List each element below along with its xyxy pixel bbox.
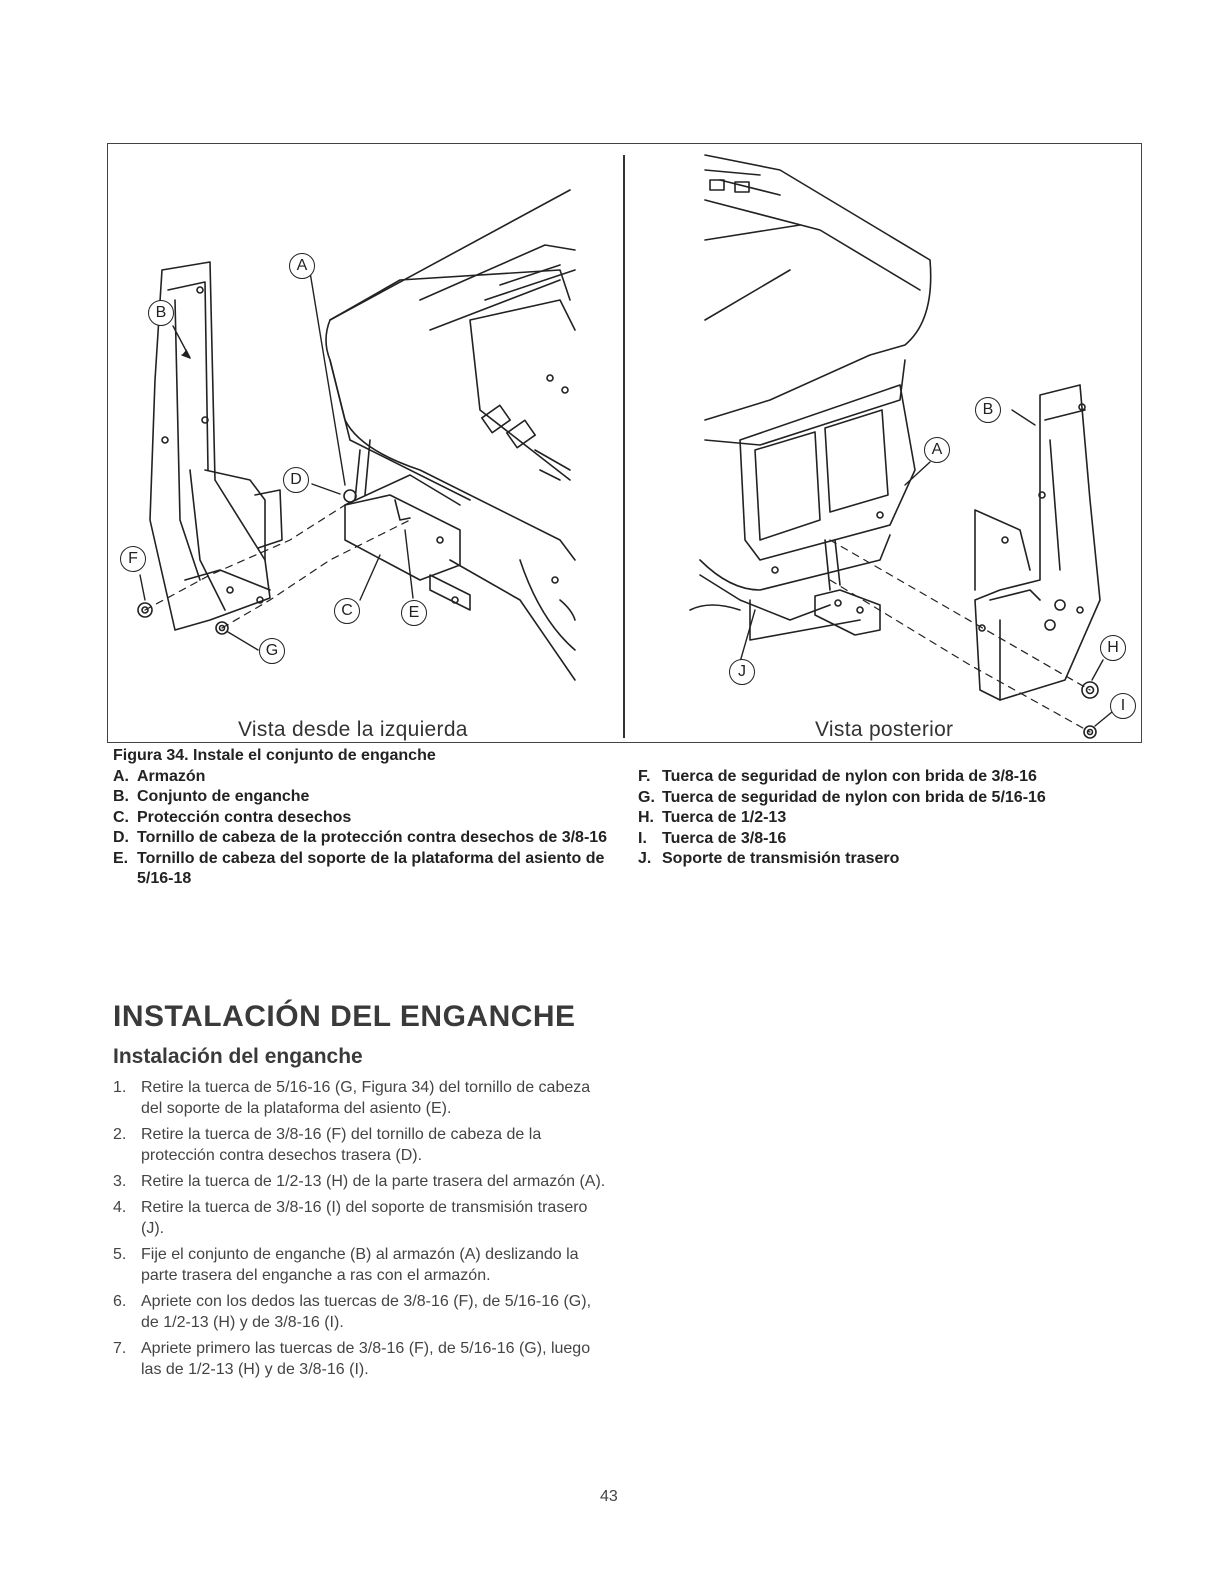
step-item: 3. Retire la tuerca de 1/2-13 (H) de la parte trasera del armazón (A). (113, 1173, 606, 1190)
callout-e: E (401, 600, 427, 626)
callout-a-left: A (289, 253, 315, 279)
page-number: 43 (600, 1488, 618, 1505)
callout-f: F (120, 546, 146, 572)
callout-h: H (1100, 635, 1126, 661)
figure-caption: Figura 34. Instale el conjunto de enganche (113, 747, 436, 764)
callout-j: J (729, 659, 755, 685)
figure-legend-left (113, 746, 613, 890)
legend-item: G. Tuerca de seguridad de nylon con brida de 5/16-16 (638, 788, 1046, 806)
callout-g: G (259, 638, 285, 664)
callout-a-right: A (924, 437, 950, 463)
callout-b-left: B (148, 300, 174, 326)
right-view-frame (690, 385, 915, 640)
callout-i: I (1110, 693, 1136, 719)
legend-item: J. Soporte de transmisión trasero (638, 850, 900, 867)
left-view-dashed-lines (145, 505, 410, 628)
step-item: 2. Retire la tuerca de 3/8-16 (F) del tornillo de cabeza de la protección contra desechos trasera (D). (113, 1126, 542, 1164)
instruction-steps (113, 1077, 613, 1385)
left-view-mower-body (326, 190, 575, 680)
callout-c: C (334, 598, 360, 624)
right-view-hitch-bracket (975, 385, 1100, 700)
section-title: INSTALACIÓN DEL ENGANCHE (113, 1000, 576, 1033)
step-item: 1. Retire la tuerca de 5/16-16 (G, Figura 34) del tornillo de cabeza del soporte de la plataforma del asiento (E). (113, 1079, 591, 1117)
callout-d: D (283, 467, 309, 493)
legend-item: E. Tornillo de cabeza del soporte de la plataforma del asiento de 5/16-18 (113, 849, 605, 887)
legend-item: B. Conjunto de enganche (113, 788, 310, 805)
hitch-installation-illustration (0, 0, 1224, 760)
callout-b-right: B (975, 397, 1001, 423)
legend-item: D. Tornillo de cabeza de la protección contra desechos de 3/8-16 (113, 829, 608, 846)
legend-item: A. Armazón (113, 767, 206, 785)
right-view-caption: Vista posterior (815, 718, 954, 741)
legend-item: I. Tuerca de 3/8-16 (638, 829, 787, 847)
subsection-title: Instalación del enganche (113, 1045, 363, 1068)
left-view-caption: Vista desde la izquierda (238, 718, 468, 741)
step-item: 7. Apriete primero las tuercas de 3/8-16 (F), de 5/16-16 (G), luego las de 1/2-13 (H) y de 3/8-16 (I). (113, 1340, 591, 1378)
figure-legend-right (638, 767, 1138, 870)
right-view-mower-body (705, 155, 931, 445)
step-item: 6. Apriete con los dedos las tuercas de 3/8-16 (F), de 5/16-16 (G), de 1/2-13 (H) y de 3/8-16 (I). (113, 1293, 592, 1331)
legend-item: H. Tuerca de 1/2-13 (638, 809, 787, 826)
legend-item: C. Protección contra desechos (113, 808, 352, 826)
right-view-dashed-lines (830, 540, 1090, 732)
step-item: 5. Fije el conjunto de enganche (B) al armazón (A) deslizando la parte trasera del enganche a ras con el armazón. (113, 1246, 579, 1284)
legend-item: F. Tuerca de seguridad de nylon con brida de 3/8-16 (638, 768, 1037, 785)
step-item: 4. Retire la tuerca de 3/8-16 (I) del soporte de transmisión trasero (J). (113, 1199, 588, 1237)
